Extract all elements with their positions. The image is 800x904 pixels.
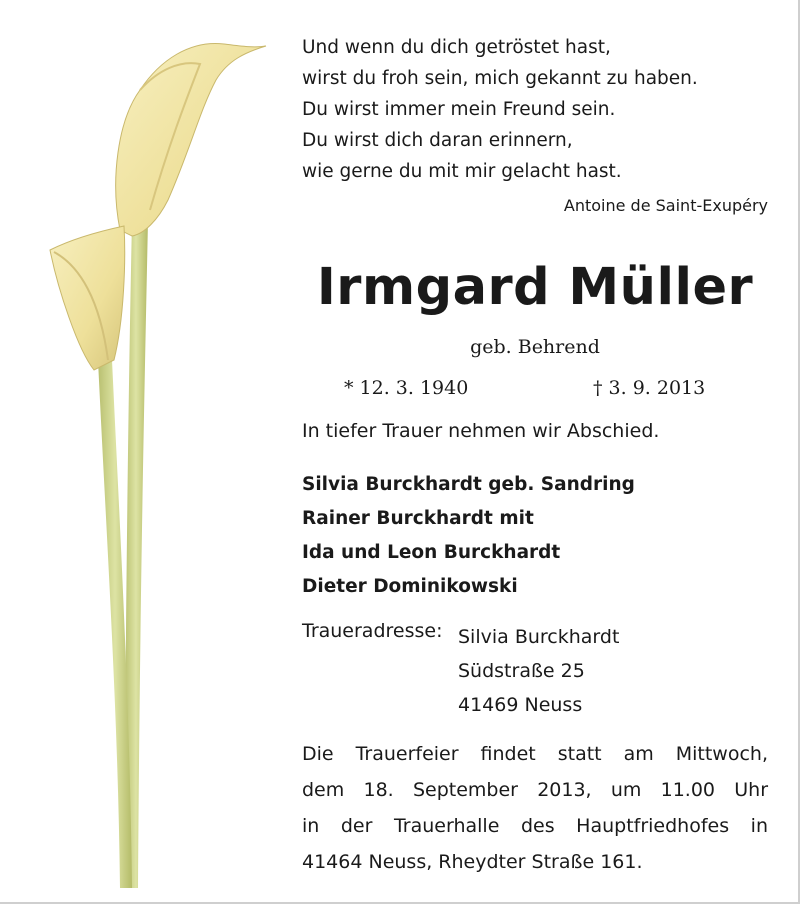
mourner-name: Silvia Burckhardt geb. Sandring <box>302 474 635 495</box>
mourner-name: Rainer Burckhardt mit <box>302 508 534 529</box>
birth-date: * 12. 3. 1940 <box>344 377 469 399</box>
maiden-name: geb. Behrend <box>470 336 600 358</box>
address-line: Silvia Burckhardt <box>458 626 620 648</box>
calla-lily-icon <box>40 30 280 890</box>
service-line: dem 18. September 2013, um 11.00 Uhr <box>302 779 768 801</box>
address-line: 41469 Neuss <box>458 694 583 716</box>
service-line: in der Trauerhalle des Hauptfriedhofes in <box>302 815 768 837</box>
service-line: 41464 Neuss, Rheydter Straße 161. <box>302 851 643 873</box>
poem-line: Du wirst immer mein Freund sein. <box>302 99 616 120</box>
mourners-list <box>302 468 635 604</box>
poem-line: wie gerne du mit mir gelacht hast. <box>302 161 622 182</box>
death-date: † 3. 9. 2013 <box>593 377 706 399</box>
poem-line: Du wirst dich daran erinnern, <box>302 130 573 151</box>
poem <box>302 32 772 187</box>
deceased-name: Irmgard Müller <box>316 258 754 317</box>
poem-author: Antoine de Saint-Exupéry <box>563 196 768 215</box>
address-line: Südstraße 25 <box>458 660 585 682</box>
mourner-name: Ida und Leon Burckhardt <box>302 542 561 563</box>
service-details <box>302 736 768 880</box>
poem-line: Und wenn du dich getröstet hast, <box>302 37 611 58</box>
mourner-name: Dieter Dominikowski <box>302 576 518 597</box>
poem-line: wirst du froh sein, mich gekannt zu haben. <box>302 68 698 89</box>
farewell-text: In tiefer Trauer nehmen wir Abschied. <box>302 420 660 442</box>
address-label: Traueradresse: <box>302 620 443 642</box>
service-line: Die Trauerfeier findet statt am Mittwoch, <box>302 743 768 765</box>
address-block <box>458 620 619 722</box>
